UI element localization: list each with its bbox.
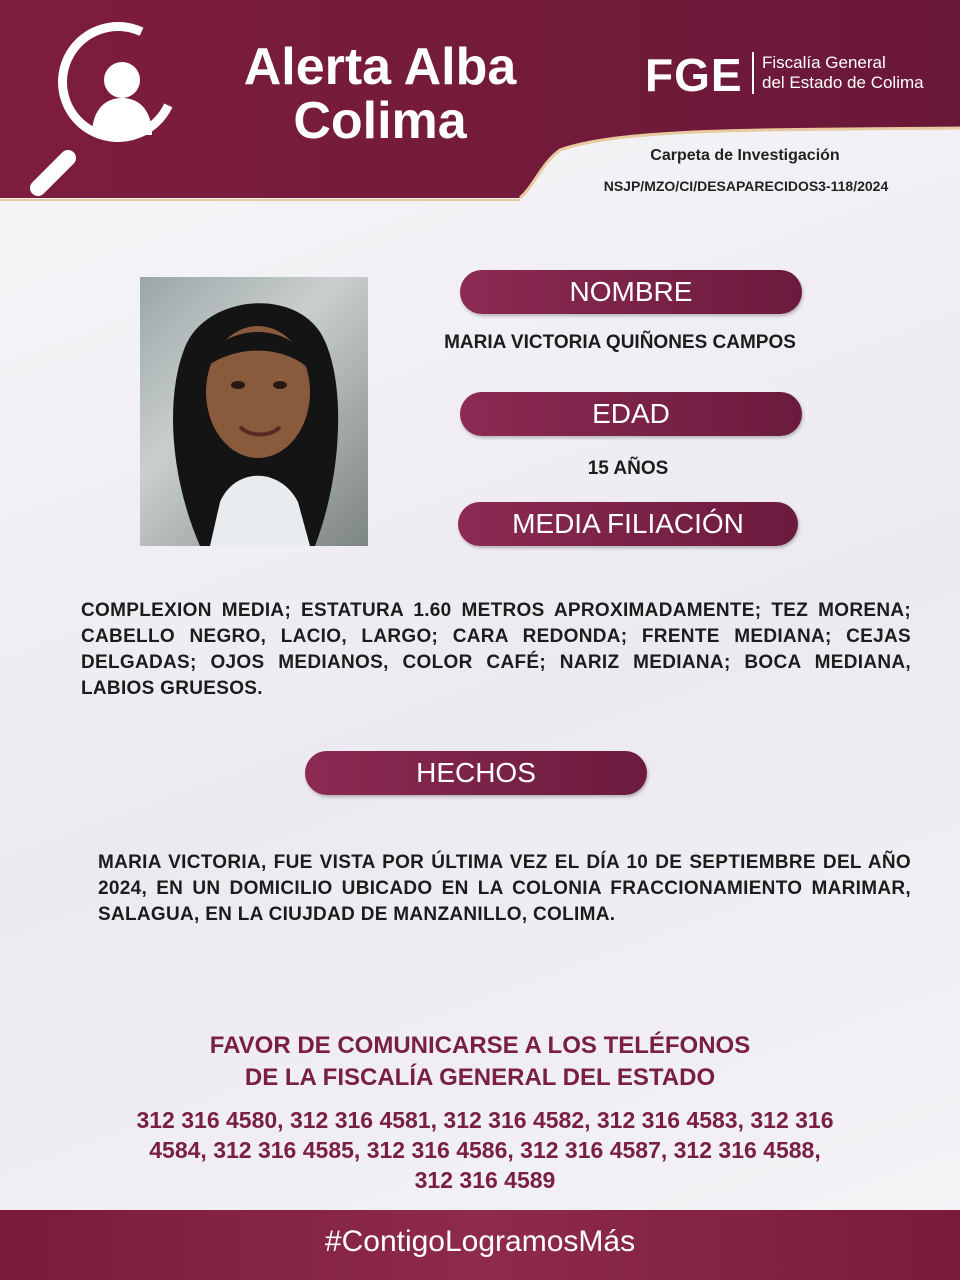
missing-person-photo (140, 277, 368, 546)
phones-line-1: 312 316 4580, 312 316 4581, 312 316 4582, 312 316 4583, 312 316 (136, 1107, 834, 1133)
alerta-alba-title (215, 40, 545, 148)
header-banner (0, 0, 960, 210)
footer-hashtag: #ContigoLogramosMás (324, 1225, 636, 1258)
person-portrait-illustration (140, 277, 368, 546)
edad-value: 15 AÑOS (587, 458, 669, 479)
magnifier-silhouette-icon (20, 10, 220, 210)
contact-line-1: FAVOR DE COMUNICARSE A LOS TELÉFONOS (209, 1032, 751, 1059)
hechos-label-pill: HECHOS (305, 751, 647, 795)
fge-org-name (762, 53, 924, 93)
edad-label-pill: EDAD (460, 392, 802, 436)
title-line-2: Colima (293, 92, 467, 150)
org-line-2: del Estado de Colima (762, 73, 924, 92)
media-filiacion-label-pill: MEDIA FILIACIÓN (458, 502, 798, 546)
media-filiacion-text: COMPLEXION MEDIA; ESTATURA 1.60 METROS APROXIMADAMENTE; TEZ MORENA; CABELLO NEGRO, LACIO, LARGO; CARA REDONDA; FRENTE MEDIANA; CEJAS DELGADAS; OJOS MEDIANOS, COLOR CAFÉ; NARIZ MEDIANA; BOCA MEDIANA, LABIOS GRUESOS. (81, 600, 911, 699)
contact-heading (140, 1030, 820, 1094)
phones-line-3: 312 316 4589 (414, 1167, 556, 1193)
fge-divider (752, 52, 754, 94)
org-line-1: Fiscalía General (762, 53, 886, 72)
phones-line-2: 4584, 312 316 4585, 312 316 4586, 312 316 4587, 312 316 4588, (149, 1137, 821, 1163)
fge-logo-text: FGE (645, 49, 743, 101)
nombre-value: MARIA VICTORIA QUIÑONES CAMPOS (444, 332, 796, 353)
carpeta-label: Carpeta de Investigación (650, 147, 840, 164)
carpeta-number: NSJP/MZO/CI/DESAPARECIDOS3-118/2024 (603, 178, 889, 194)
contact-line-2: DE LA FISCALÍA GENERAL DEL ESTADO (244, 1064, 716, 1091)
hechos-text: MARIA VICTORIA, FUE VISTA POR ÚLTIMA VEZ EL DÍA 10 DE SEPTIEMBRE DEL AÑO 2024, EN UN DOMICILIO UBICADO EN LA COLONIA FRACCIONAMIENTO MARIMAR, SALAGUA, EN LA CIUJDAD DE MANZANILLO, COLIMA. (98, 852, 911, 925)
nombre-label-pill: NOMBRE (460, 270, 802, 314)
phone-numbers (100, 1105, 870, 1195)
title-line-1: Alerta Alba (243, 38, 517, 96)
